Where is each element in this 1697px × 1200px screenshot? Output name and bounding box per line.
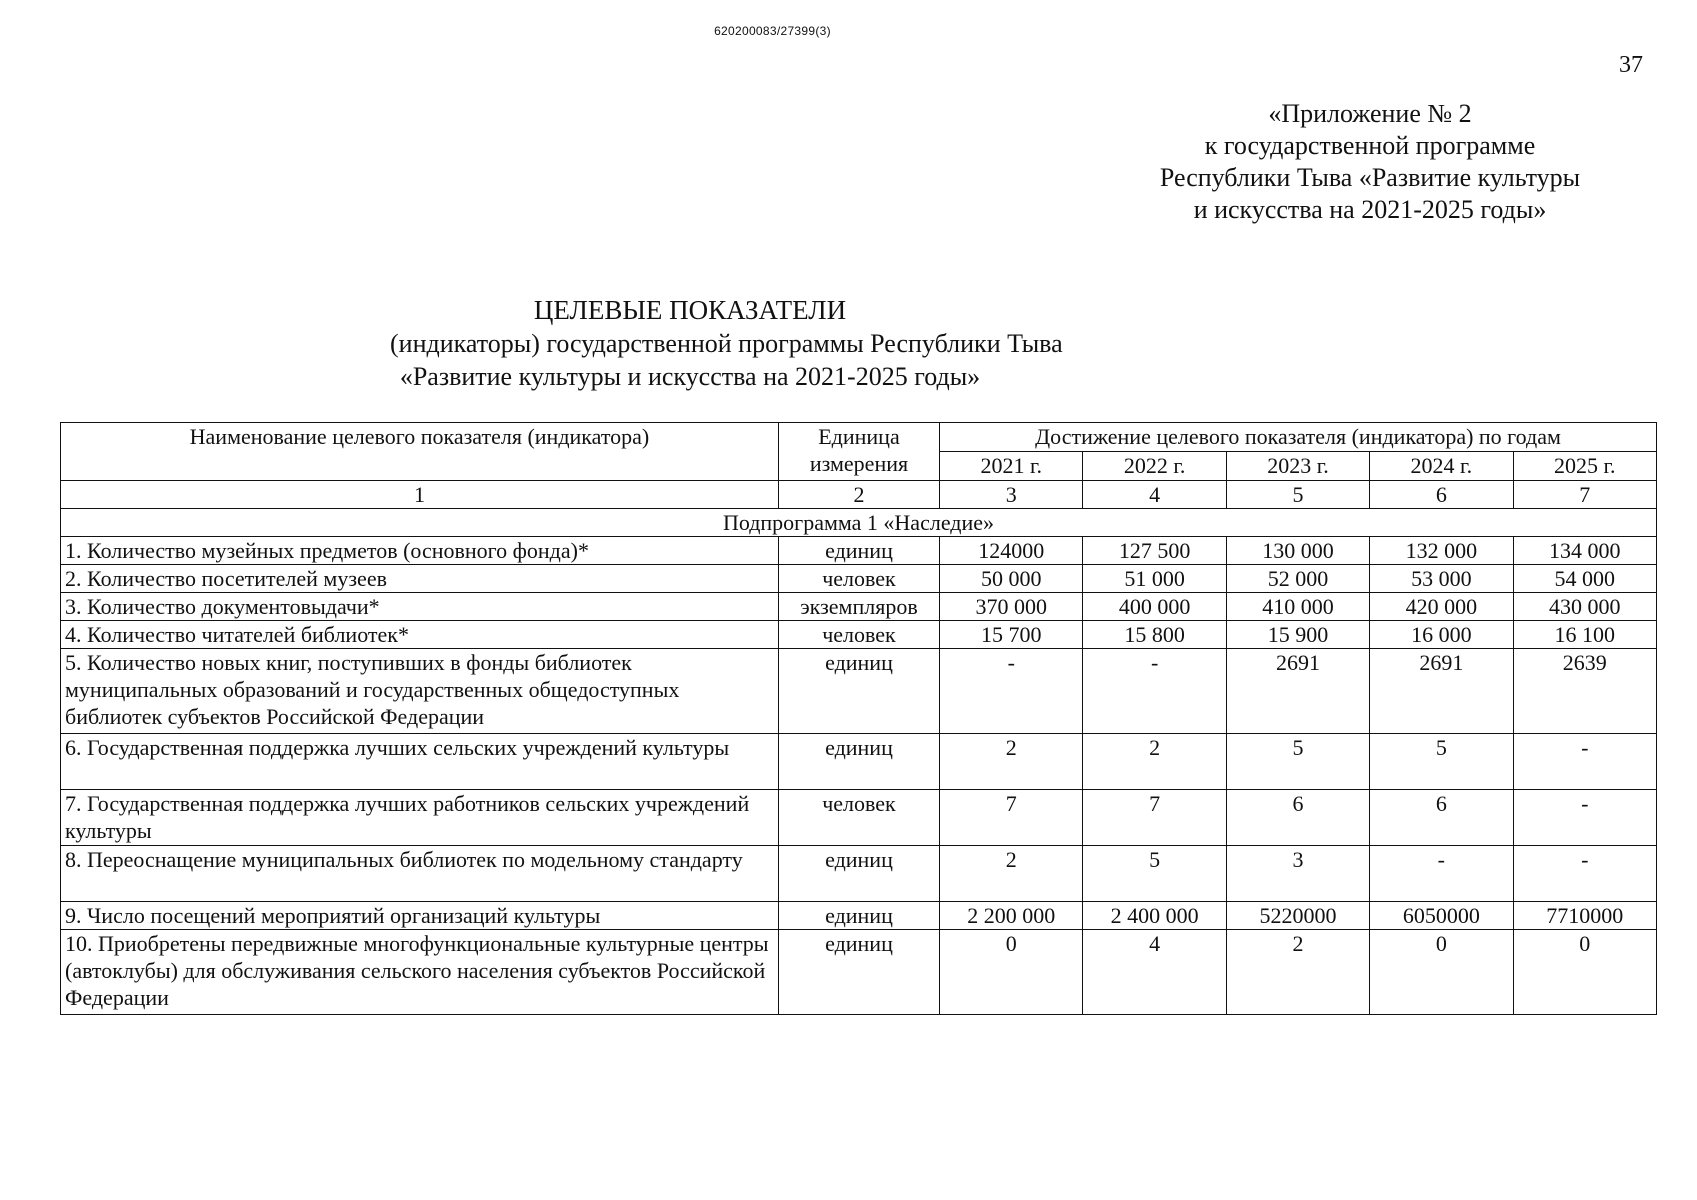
subprogram-title: Подпрограмма 1 «Наследие» <box>61 509 1657 537</box>
indicator-unit: экземпляров <box>778 593 939 621</box>
indicator-value: 3 <box>1226 846 1369 902</box>
indicator-value: 53 000 <box>1370 565 1513 593</box>
header-year: 2023 г. <box>1226 452 1369 481</box>
indicator-value: 6 <box>1370 790 1513 846</box>
indicator-value: 15 900 <box>1226 621 1369 649</box>
table-row <box>61 537 1657 565</box>
table-row <box>61 930 1657 1015</box>
indicator-name: 7. Государственная поддержка лучших работников сельских учреждений культуры <box>61 790 779 846</box>
indicator-value: 2 <box>1083 734 1226 790</box>
indicator-value: 16 000 <box>1370 621 1513 649</box>
indicator-value: 2 200 000 <box>940 902 1083 930</box>
header-name: Наименование целевого показателя (индикатора) <box>61 423 779 481</box>
column-numbers-row <box>61 481 1657 509</box>
header-year: 2022 г. <box>1083 452 1226 481</box>
indicator-value: 50 000 <box>940 565 1083 593</box>
indicator-unit: единиц <box>778 930 939 1015</box>
table-row <box>61 846 1657 902</box>
indicator-value: 6050000 <box>1370 902 1513 930</box>
indicator-value: 54 000 <box>1513 565 1657 593</box>
table-row <box>61 734 1657 790</box>
indicator-value: 400 000 <box>1083 593 1226 621</box>
indicator-value: 2 <box>940 846 1083 902</box>
indicator-value: 430 000 <box>1513 593 1657 621</box>
appendix-line: и искусства на 2021-2025 годы» <box>1193 195 1547 224</box>
document-code: 620200083/27399(3) <box>714 24 831 38</box>
indicator-value: 2 400 000 <box>1083 902 1226 930</box>
table-row <box>61 565 1657 593</box>
indicator-value: 7710000 <box>1513 902 1657 930</box>
indicator-value: 6 <box>1226 790 1369 846</box>
indicator-name: 6. Государственная поддержка лучших сельских учреждений культуры <box>61 734 779 790</box>
indicator-value: 15 800 <box>1083 621 1226 649</box>
indicator-value: 410 000 <box>1226 593 1369 621</box>
title-line-2: (индикаторы) государственной программы Республики Тыва <box>390 329 1063 358</box>
indicator-name: 5. Количество новых книг, поступивших в фонды библиотек муниципальных образований и государственных общедоступных библиотек субъектов Российской Федерации <box>61 649 779 734</box>
indicator-value: 15 700 <box>940 621 1083 649</box>
indicator-value: 5 <box>1226 734 1369 790</box>
indicator-unit: человек <box>778 565 939 593</box>
header-year: 2025 г. <box>1513 452 1657 481</box>
page-number: 37 <box>1619 52 1643 78</box>
header-year: 2021 г. <box>940 452 1083 481</box>
indicator-unit: единиц <box>778 537 939 565</box>
indicator-unit: единиц <box>778 846 939 902</box>
indicator-value: 0 <box>1513 930 1657 1015</box>
appendix-line: к государственной программе <box>1204 131 1536 160</box>
indicator-unit: единиц <box>778 902 939 930</box>
indicator-value: - <box>1083 649 1226 734</box>
title-line-3: «Развитие культуры и искусства на 2021-2025 годы» <box>399 362 981 391</box>
indicator-name: 8. Переоснащение муниципальных библиотек по модельному стандарту <box>61 846 779 902</box>
indicator-name: 2. Количество посетителей музеев <box>61 565 779 593</box>
column-number: 6 <box>1370 481 1513 509</box>
indicator-value: 7 <box>1083 790 1226 846</box>
column-number: 7 <box>1513 481 1657 509</box>
title-line-1: ЦЕЛЕВЫЕ ПОКАЗАТЕЛИ <box>533 295 847 325</box>
indicator-value: 2691 <box>1226 649 1369 734</box>
indicator-value: 124000 <box>940 537 1083 565</box>
indicator-value: 4 <box>1083 930 1226 1015</box>
indicator-value: 5220000 <box>1226 902 1369 930</box>
column-number: 5 <box>1226 481 1369 509</box>
indicator-name: 10. Приобретены передвижные многофункциональные культурные центры (автоклубы) для обслуживания сельского населения субъектов Российской Федерации <box>61 930 779 1015</box>
indicator-value: 132 000 <box>1370 537 1513 565</box>
indicator-name: 4. Количество читателей библиотек* <box>61 621 779 649</box>
table-row <box>61 649 1657 734</box>
indicator-unit: единиц <box>778 734 939 790</box>
header-unit: Единица измерения <box>778 423 939 481</box>
table-row <box>61 790 1657 846</box>
indicator-value: - <box>1513 790 1657 846</box>
indicator-value: 130 000 <box>1226 537 1369 565</box>
indicator-value: 0 <box>1370 930 1513 1015</box>
column-number: 2 <box>778 481 939 509</box>
indicator-name: 3. Количество документовыдачи* <box>61 593 779 621</box>
indicator-value: 5 <box>1083 846 1226 902</box>
indicator-value: 5 <box>1370 734 1513 790</box>
table-row <box>61 593 1657 621</box>
indicator-value: 2 <box>940 734 1083 790</box>
indicator-value: 52 000 <box>1226 565 1369 593</box>
appendix-line: «Приложение № 2 <box>1268 99 1472 128</box>
table-row <box>61 621 1657 649</box>
indicator-value: 2639 <box>1513 649 1657 734</box>
column-number: 3 <box>940 481 1083 509</box>
indicator-name: 9. Число посещений мероприятий организаций культуры <box>61 902 779 930</box>
indicator-value: - <box>940 649 1083 734</box>
document-title <box>390 294 1063 393</box>
indicator-value: 7 <box>940 790 1083 846</box>
indicator-value: - <box>1513 734 1657 790</box>
indicator-value: - <box>1370 846 1513 902</box>
indicators-table <box>60 422 1657 1015</box>
indicator-value: 370 000 <box>940 593 1083 621</box>
header-year: 2024 г. <box>1370 452 1513 481</box>
indicator-value: 2691 <box>1370 649 1513 734</box>
indicator-value: - <box>1513 846 1657 902</box>
column-number: 4 <box>1083 481 1226 509</box>
subprogram-row <box>61 509 1657 537</box>
indicator-value: 51 000 <box>1083 565 1226 593</box>
indicator-value: 16 100 <box>1513 621 1657 649</box>
indicator-value: 2 <box>1226 930 1369 1015</box>
indicator-value: 0 <box>940 930 1083 1015</box>
header-achievement: Достижение целевого показателя (индикатора) по годам <box>940 423 1657 452</box>
indicator-value: 420 000 <box>1370 593 1513 621</box>
indicator-value: 134 000 <box>1513 537 1657 565</box>
indicator-unit: человек <box>778 790 939 846</box>
appendix-note <box>1140 98 1600 226</box>
indicator-unit: человек <box>778 621 939 649</box>
indicator-unit: единиц <box>778 649 939 734</box>
indicator-value: 127 500 <box>1083 537 1226 565</box>
indicator-name: 1. Количество музейных предметов (основного фонда)* <box>61 537 779 565</box>
table-row <box>61 902 1657 930</box>
appendix-line: Республики Тыва «Развитие культуры <box>1159 163 1581 192</box>
column-number: 1 <box>61 481 779 509</box>
